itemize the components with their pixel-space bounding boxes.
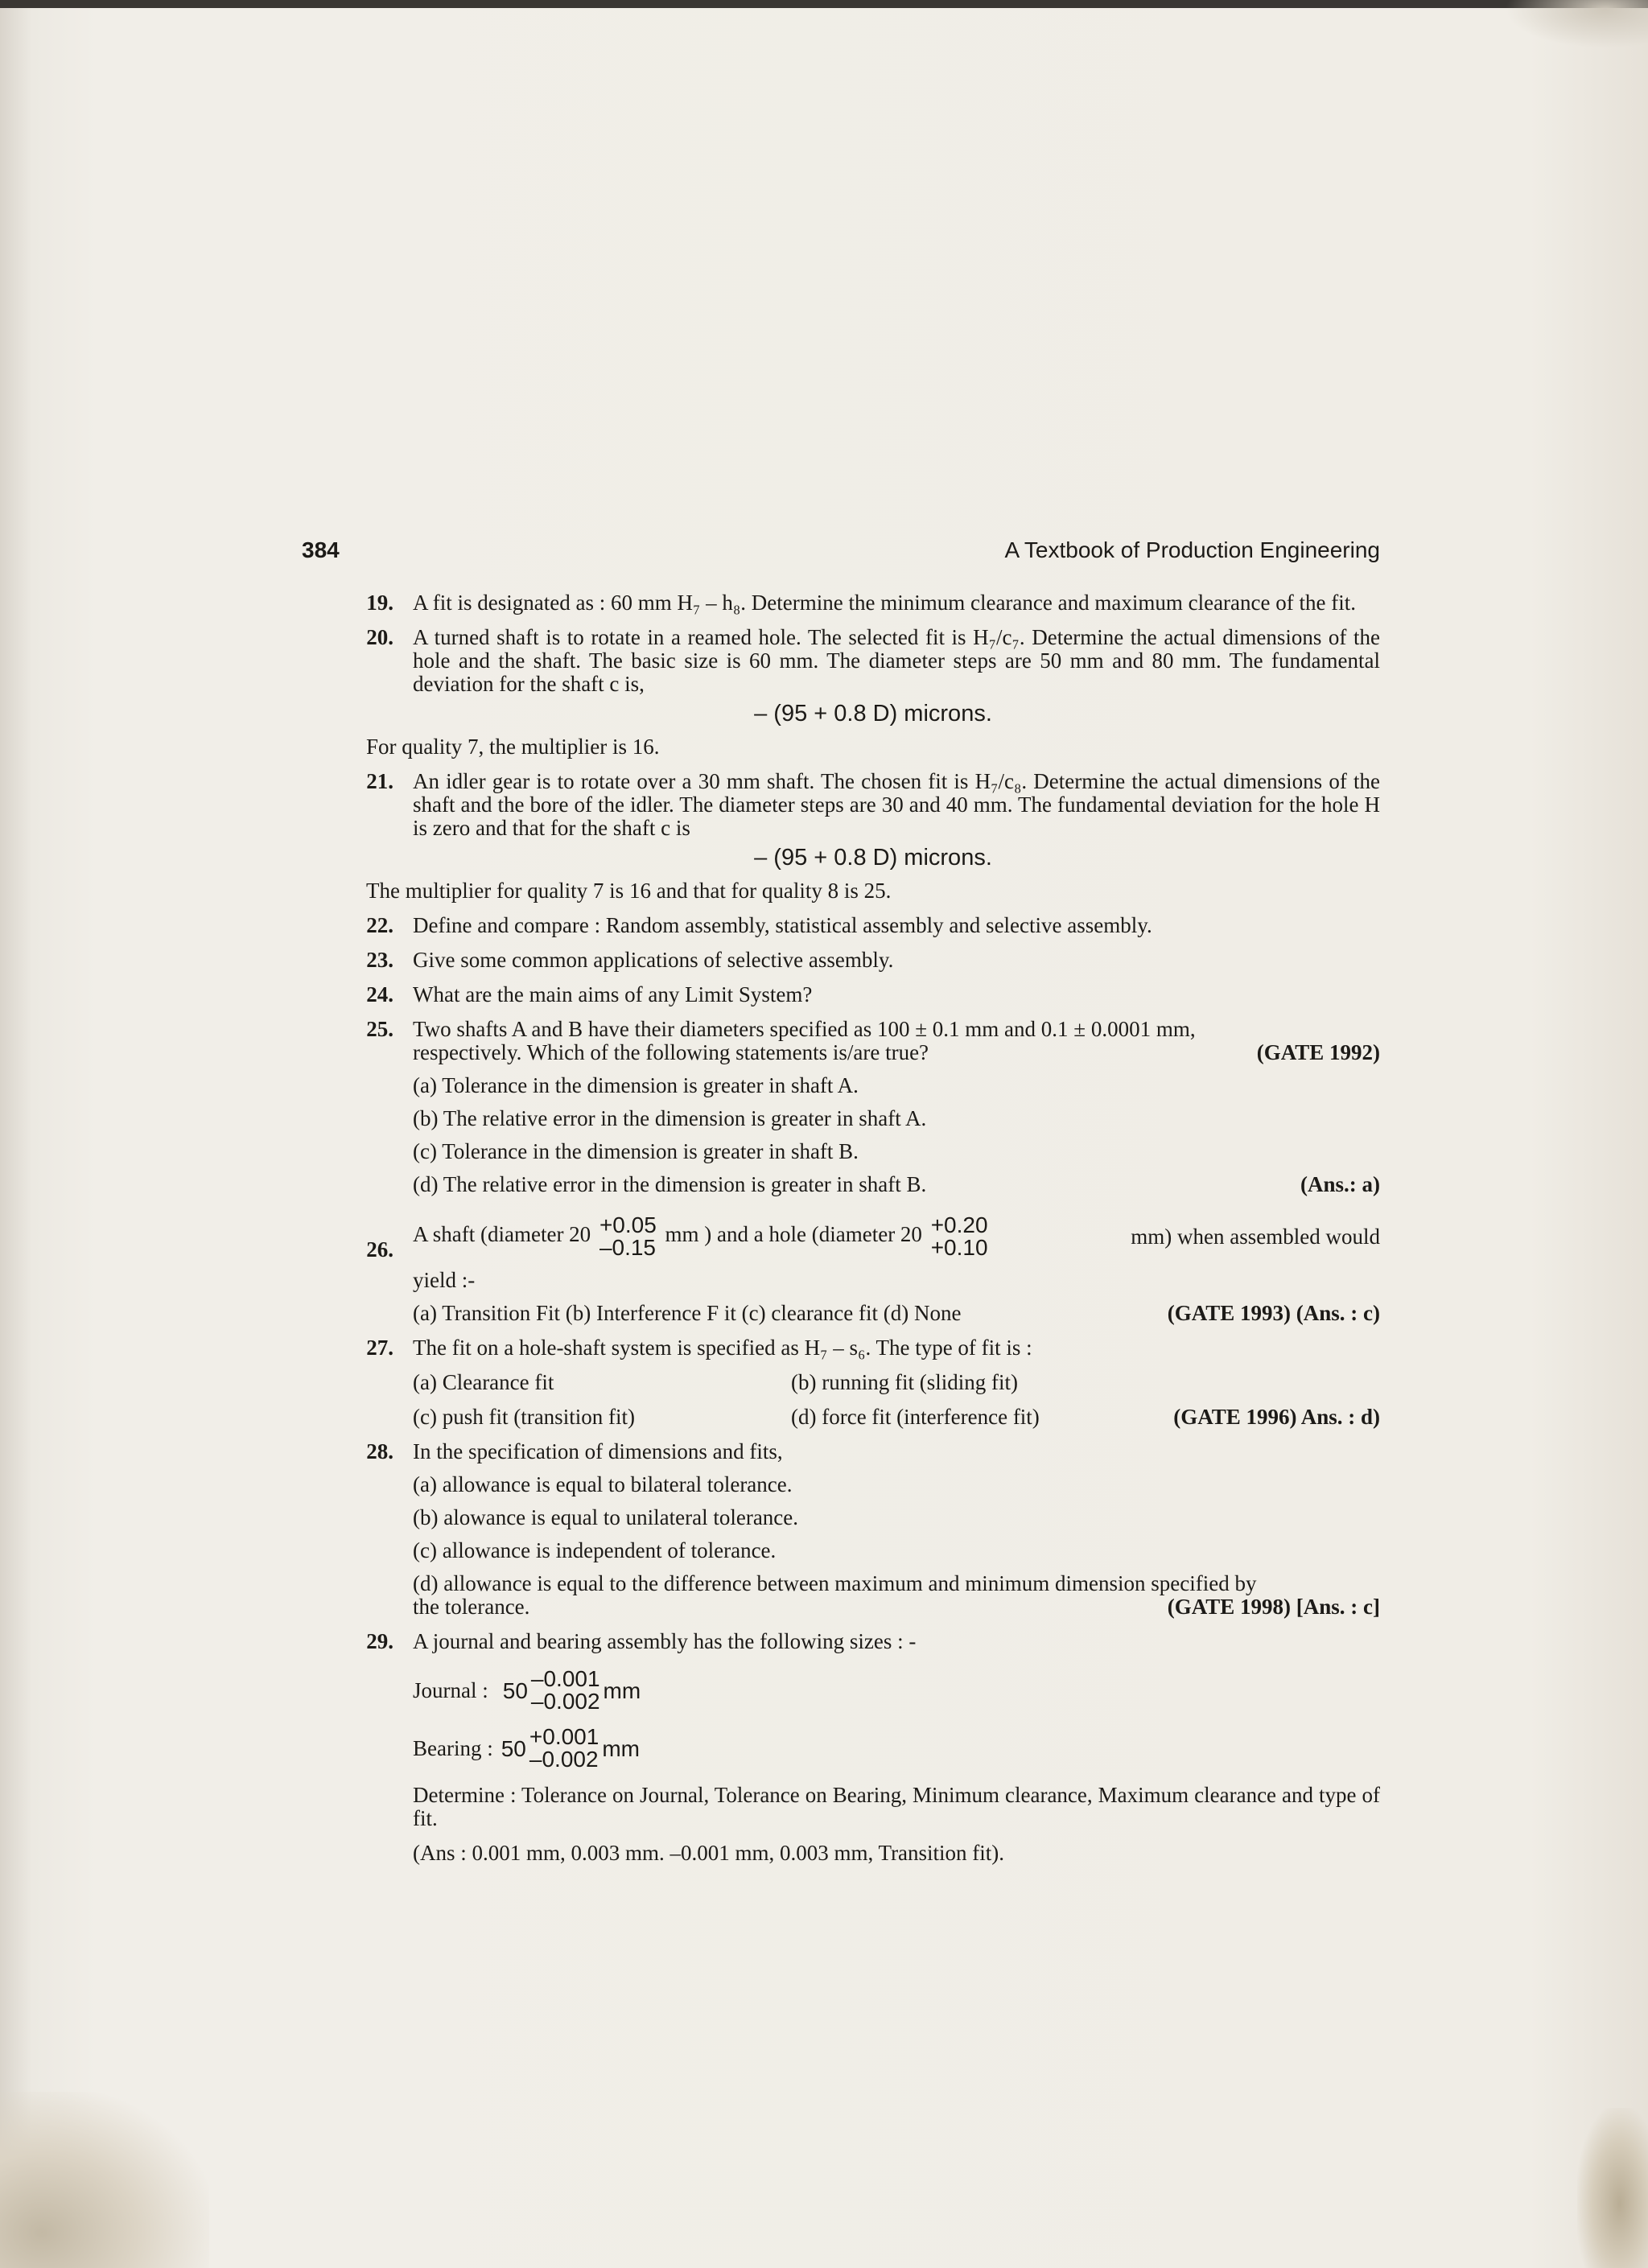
question-29: [366, 1630, 1380, 1653]
scan-edge: [0, 0, 1648, 8]
journal-label: Journal :: [413, 1677, 488, 1702]
option-a: (a) Clearance fit: [413, 1370, 554, 1394]
option-b: (b) The relative error in the dimension is greater in shaft A.: [413, 1106, 927, 1130]
question-number: 20.: [366, 625, 393, 649]
option-c: (c) allowance is independent of tolerance.: [413, 1538, 777, 1562]
option-d: (d) The relative error in the dimension is greater in shaft B.: [413, 1172, 927, 1196]
question-number: 25.: [366, 1017, 393, 1041]
question-number: 21.: [366, 769, 393, 793]
question-text: yield :-: [413, 1268, 476, 1292]
question-28: [366, 1440, 1380, 1463]
question-text: A turned shaft is to rotate in a reamed hole. The selected fit is H₇/c₇. Determine the actual dimensions of the hole and the shaft. The basic size is 60 mm. The diameter steps are 50 mm and 80 mm. The fundamental deviation for the shaft c is,: [413, 625, 1380, 696]
answer-text: (Ans : 0.001 mm, 0.003 mm. –0.001 mm, 0.003 mm, Transition fit).: [413, 1841, 1005, 1865]
option-a: (a) allowance is equal to bilateral tolerance.: [413, 1472, 793, 1496]
question-note: The multiplier for quality 7 is 16 and that for quality 8 is 25.: [366, 879, 892, 903]
question-25: [366, 1018, 1380, 1064]
question-text: mm) when assembled would: [1131, 1224, 1380, 1249]
option-d: (d) force fit (interference fit): [791, 1405, 1040, 1429]
journal-size: [413, 1668, 1380, 1713]
question-text: Define and compare : Random assembly, statistical assembly and selective assembly.: [413, 913, 1152, 937]
bearing-label: Bearing :: [413, 1735, 493, 1760]
lower-deviation: –0.15: [599, 1235, 657, 1260]
unit: mm: [602, 1735, 640, 1761]
exercise-list: [366, 591, 1380, 1865]
journal-tolerance: [531, 1668, 600, 1713]
options-line: (a) Transition Fit (b) Interference F it (c) clearance fit (d) None: [413, 1301, 962, 1325]
exam-tag: (GATE 1993) (Ans. : c): [1167, 1301, 1380, 1325]
question-number: 22.: [366, 913, 393, 937]
unit: mm: [603, 1677, 641, 1703]
hole-tolerance: [931, 1214, 988, 1259]
question-note: For quality 7, the multiplier is 16.: [366, 735, 660, 759]
question-number: 29.: [366, 1629, 393, 1653]
running-header: [302, 537, 1380, 570]
lower-deviation: –0.002: [529, 1747, 599, 1772]
question-text: What are the main aims of any Limit System?: [413, 982, 813, 1006]
upper-deviation: +0.05: [599, 1212, 657, 1237]
question-text: The fit on a hole-shaft system is specified as H₇ – s₆. The type of fit is :: [413, 1336, 1032, 1360]
option-c: (c) Tolerance in the dimension is greater in shaft B.: [413, 1139, 859, 1163]
question-text: Two shafts A and B have their diameters specified as 100 ± 0.1 mm and 0.1 ± 0.0001 mm,: [413, 1017, 1196, 1041]
question-text: mm ) and a hole (diameter 20: [665, 1222, 922, 1247]
answer-tag: (Ans.: a): [1300, 1172, 1380, 1196]
lower-deviation: +0.10: [930, 1235, 988, 1260]
page-stain: [1577, 2108, 1648, 2268]
option-a: (a) Tolerance in the dimension is greater in shaft A.: [413, 1073, 859, 1097]
question-text: A shaft (diameter 20: [413, 1222, 591, 1247]
shaft-tolerance: [599, 1214, 657, 1259]
page-stain: [1505, 0, 1648, 48]
question-24: [366, 983, 1380, 1006]
exam-tag: (GATE 1996) Ans. : d): [1173, 1405, 1380, 1429]
question-26: [366, 1214, 1380, 1292]
question-number: 28.: [366, 1439, 393, 1463]
question-number: 24.: [366, 982, 393, 1006]
formula: – (95 + 0.8 D) microns.: [754, 845, 992, 871]
book-title: A Textbook of Production Engineering: [1004, 537, 1380, 562]
upper-deviation: –0.001: [530, 1666, 600, 1691]
upper-deviation: +0.001: [529, 1724, 599, 1749]
question-19: [366, 591, 1380, 615]
bearing-basic: 50: [501, 1735, 526, 1761]
option-d-cont: the tolerance.: [413, 1595, 530, 1619]
question-27: [366, 1336, 1380, 1360]
page-number: 384: [302, 537, 340, 562]
exam-tag: (GATE 1992): [1256, 1040, 1380, 1064]
option-c: (c) push fit (transition fit): [413, 1405, 635, 1429]
question-text: An idler gear is to rotate over a 30 mm shaft. The chosen fit is H₇/c₈. Determine the actual dimensions of the shaft and the bore of the idler. The diameter steps are 30 and 40 mm. The fundamental deviation for the hole H is zero and that for the shaft c is: [413, 769, 1380, 840]
question-number: 26.: [366, 1237, 393, 1262]
option-b: (b) alowance is equal to unilateral tolerance.: [413, 1505, 799, 1529]
exam-tag: (GATE 1998) [Ans. : c]: [1167, 1595, 1380, 1619]
question-text: A fit is designated as : 60 mm H₇ – h₈. Determine the minimum clearance and maximum clearance of the fit.: [413, 591, 1356, 615]
question-text: Determine : Tolerance on Journal, Tolerance on Bearing, Minimum clearance, Maximum clearance and type of fit.: [413, 1783, 1380, 1830]
question-number: 19.: [366, 591, 393, 615]
formula: – (95 + 0.8 D) microns.: [754, 701, 992, 727]
question-text: In the specification of dimensions and fits,: [413, 1439, 783, 1463]
question-text: A journal and bearing assembly has the following sizes : -: [413, 1629, 917, 1653]
question-20: [366, 626, 1380, 696]
question-number: 23.: [366, 948, 393, 972]
page-stain: [0, 2092, 209, 2268]
option-b: (b) running fit (sliding fit): [791, 1370, 1018, 1394]
option-d: (d) allowance is equal to the difference between maximum and minimum dimension specified by: [413, 1571, 1257, 1595]
bearing-size: [413, 1726, 1380, 1771]
journal-basic: 50: [502, 1677, 528, 1703]
question-23: [366, 949, 1380, 972]
lower-deviation: –0.002: [530, 1689, 600, 1714]
question-22: [366, 914, 1380, 937]
upper-deviation: +0.20: [930, 1212, 988, 1237]
bearing-tolerance: [529, 1726, 599, 1771]
question-text: respectively. Which of the following statements is/are true?: [413, 1040, 929, 1064]
question-text: Give some common applications of selective assembly.: [413, 948, 894, 972]
question-21: [366, 770, 1380, 840]
question-number: 27.: [366, 1336, 393, 1360]
